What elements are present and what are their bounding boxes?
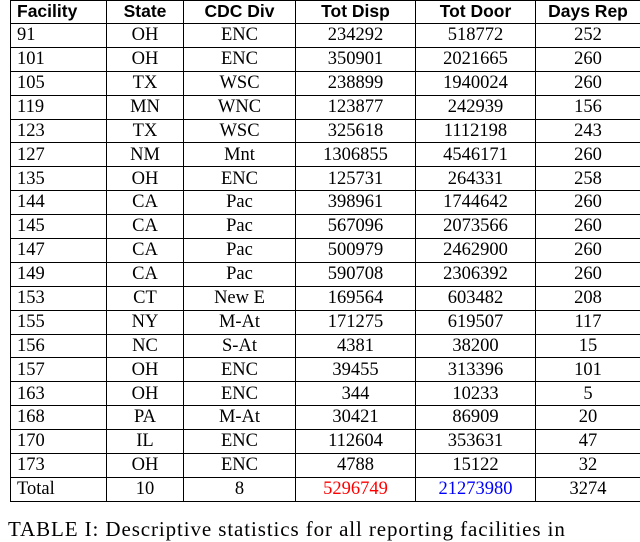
cell-facility: 170 xyxy=(11,430,107,454)
cell-tot-door: 264331 xyxy=(416,167,536,191)
cell-tot-door: 4546171 xyxy=(416,143,536,167)
cell-state: IL xyxy=(107,430,184,454)
table-header-row xyxy=(11,1,640,24)
total-tot-disp: 5296749 xyxy=(296,477,416,501)
cell-state: CA xyxy=(107,262,184,286)
cell-tot-disp: 112604 xyxy=(296,430,416,454)
cell-tot-door: 518772 xyxy=(416,24,536,48)
cell-state: TX xyxy=(107,119,184,143)
cell-tot-door: 86909 xyxy=(416,406,536,430)
cell-days-rep: 260 xyxy=(536,143,640,167)
cell-state: TX xyxy=(107,71,184,95)
total-days-rep: 3274 xyxy=(536,477,640,501)
table-row xyxy=(11,215,640,239)
total-label: Total xyxy=(11,477,107,501)
cell-days-rep: 243 xyxy=(536,119,640,143)
table-body xyxy=(11,24,640,478)
cell-state: OH xyxy=(107,47,184,71)
cell-cdc-div: ENC xyxy=(184,454,296,478)
cell-tot-door: 313396 xyxy=(416,358,536,382)
cell-tot-disp: 350901 xyxy=(296,47,416,71)
cell-state: OH xyxy=(107,167,184,191)
cell-tot-disp: 4788 xyxy=(296,454,416,478)
cell-tot-door: 1940024 xyxy=(416,71,536,95)
cell-facility: 147 xyxy=(11,239,107,263)
cell-state: OH xyxy=(107,454,184,478)
cell-days-rep: 260 xyxy=(536,239,640,263)
cell-cdc-div: Pac xyxy=(184,191,296,215)
cell-tot-disp: 171275 xyxy=(296,310,416,334)
cell-cdc-div: WSC xyxy=(184,119,296,143)
total-tot-door: 21273980 xyxy=(416,477,536,501)
cell-cdc-div: ENC xyxy=(184,358,296,382)
cell-facility: 157 xyxy=(11,358,107,382)
cell-facility: 119 xyxy=(11,95,107,119)
cell-tot-disp: 123877 xyxy=(296,95,416,119)
cell-state: OH xyxy=(107,382,184,406)
cell-days-rep: 15 xyxy=(536,334,640,358)
table-row xyxy=(11,167,640,191)
table-row xyxy=(11,286,640,310)
table-row xyxy=(11,406,640,430)
table-row xyxy=(11,334,640,358)
cell-facility: 156 xyxy=(11,334,107,358)
cell-tot-door: 10233 xyxy=(416,382,536,406)
cell-days-rep: 260 xyxy=(536,215,640,239)
cell-facility: 149 xyxy=(11,262,107,286)
cell-tot-door: 15122 xyxy=(416,454,536,478)
facility-stats-table xyxy=(10,0,640,502)
cell-tot-disp: 169564 xyxy=(296,286,416,310)
cell-tot-door: 2073566 xyxy=(416,215,536,239)
cell-tot-disp: 39455 xyxy=(296,358,416,382)
cell-cdc-div: Pac xyxy=(184,215,296,239)
cell-days-rep: 260 xyxy=(536,71,640,95)
cell-cdc-div: ENC xyxy=(184,167,296,191)
cell-days-rep: 252 xyxy=(536,24,640,48)
cell-facility: 135 xyxy=(11,167,107,191)
cell-days-rep: 208 xyxy=(536,286,640,310)
table-row xyxy=(11,310,640,334)
cell-days-rep: 47 xyxy=(536,430,640,454)
cell-tot-disp: 344 xyxy=(296,382,416,406)
table-row xyxy=(11,430,640,454)
cell-tot-door: 1112198 xyxy=(416,119,536,143)
cell-days-rep: 101 xyxy=(536,358,640,382)
cell-tot-door: 38200 xyxy=(416,334,536,358)
cell-facility: 123 xyxy=(11,119,107,143)
cell-facility: 91 xyxy=(11,24,107,48)
cell-cdc-div: S-At xyxy=(184,334,296,358)
cell-state: NY xyxy=(107,310,184,334)
table-row xyxy=(11,24,640,48)
cell-facility: 168 xyxy=(11,406,107,430)
cell-days-rep: 5 xyxy=(536,382,640,406)
cell-cdc-div: Pac xyxy=(184,262,296,286)
cell-state: NC xyxy=(107,334,184,358)
cell-days-rep: 258 xyxy=(536,167,640,191)
cell-cdc-div: ENC xyxy=(184,430,296,454)
cell-cdc-div: Mnt xyxy=(184,143,296,167)
cell-state: MN xyxy=(107,95,184,119)
cell-facility: 127 xyxy=(11,143,107,167)
cell-tot-disp: 30421 xyxy=(296,406,416,430)
cell-days-rep: 156 xyxy=(536,95,640,119)
cell-cdc-div: Pac xyxy=(184,239,296,263)
cell-tot-door: 2021665 xyxy=(416,47,536,71)
cell-tot-door: 603482 xyxy=(416,286,536,310)
table-row xyxy=(11,71,640,95)
cell-state: CT xyxy=(107,286,184,310)
cell-tot-door: 242939 xyxy=(416,95,536,119)
table-row xyxy=(11,382,640,406)
cell-tot-disp: 234292 xyxy=(296,24,416,48)
cell-tot-disp: 125731 xyxy=(296,167,416,191)
cell-state: OH xyxy=(107,24,184,48)
cell-cdc-div: M-At xyxy=(184,310,296,334)
table-row xyxy=(11,119,640,143)
cell-facility: 153 xyxy=(11,286,107,310)
header-tot-door: Tot Door xyxy=(416,1,536,24)
cell-tot-disp: 500979 xyxy=(296,239,416,263)
cell-days-rep: 32 xyxy=(536,454,640,478)
cell-facility: 101 xyxy=(11,47,107,71)
cell-facility: 173 xyxy=(11,454,107,478)
cell-facility: 105 xyxy=(11,71,107,95)
cell-cdc-div: WSC xyxy=(184,71,296,95)
cell-days-rep: 117 xyxy=(536,310,640,334)
cell-tot-disp: 398961 xyxy=(296,191,416,215)
table-row xyxy=(11,47,640,71)
header-facility: Facility xyxy=(11,1,107,24)
cell-state: PA xyxy=(107,406,184,430)
cell-state: CA xyxy=(107,191,184,215)
cell-tot-disp: 238899 xyxy=(296,71,416,95)
cell-cdc-div: New E xyxy=(184,286,296,310)
cell-state: NM xyxy=(107,143,184,167)
cell-tot-disp: 567096 xyxy=(296,215,416,239)
cell-state: CA xyxy=(107,215,184,239)
cell-cdc-div: M-At xyxy=(184,406,296,430)
header-cdc-div: CDC Div xyxy=(184,1,296,24)
table-caption: TABLE I: Descriptive statistics for all reporting facilities in xyxy=(8,517,566,542)
cell-tot-door: 2462900 xyxy=(416,239,536,263)
cell-state: OH xyxy=(107,358,184,382)
total-divisions: 8 xyxy=(184,477,296,501)
cell-tot-disp: 590708 xyxy=(296,262,416,286)
total-states: 10 xyxy=(107,477,184,501)
total-row xyxy=(11,477,640,501)
cell-tot-disp: 325618 xyxy=(296,119,416,143)
table-row xyxy=(11,143,640,167)
table-row xyxy=(11,239,640,263)
table-row xyxy=(11,358,640,382)
cell-tot-door: 619507 xyxy=(416,310,536,334)
cell-cdc-div: ENC xyxy=(184,47,296,71)
cell-state: CA xyxy=(107,239,184,263)
cell-facility: 145 xyxy=(11,215,107,239)
cell-days-rep: 260 xyxy=(536,262,640,286)
table-row xyxy=(11,454,640,478)
cell-days-rep: 260 xyxy=(536,47,640,71)
table-row xyxy=(11,262,640,286)
cell-cdc-div: ENC xyxy=(184,24,296,48)
cell-cdc-div: ENC xyxy=(184,382,296,406)
cell-facility: 144 xyxy=(11,191,107,215)
header-state: State xyxy=(107,1,184,24)
cell-facility: 163 xyxy=(11,382,107,406)
header-days-rep: Days Rep xyxy=(536,1,640,24)
cell-facility: 155 xyxy=(11,310,107,334)
cell-cdc-div: WNC xyxy=(184,95,296,119)
cell-tot-door: 1744642 xyxy=(416,191,536,215)
cell-days-rep: 260 xyxy=(536,191,640,215)
cell-days-rep: 20 xyxy=(536,406,640,430)
cell-tot-disp: 1306855 xyxy=(296,143,416,167)
table-row xyxy=(11,191,640,215)
cell-tot-door: 2306392 xyxy=(416,262,536,286)
table-row xyxy=(11,95,640,119)
header-tot-disp: Tot Disp xyxy=(296,1,416,24)
cell-tot-disp: 4381 xyxy=(296,334,416,358)
cell-tot-door: 353631 xyxy=(416,430,536,454)
